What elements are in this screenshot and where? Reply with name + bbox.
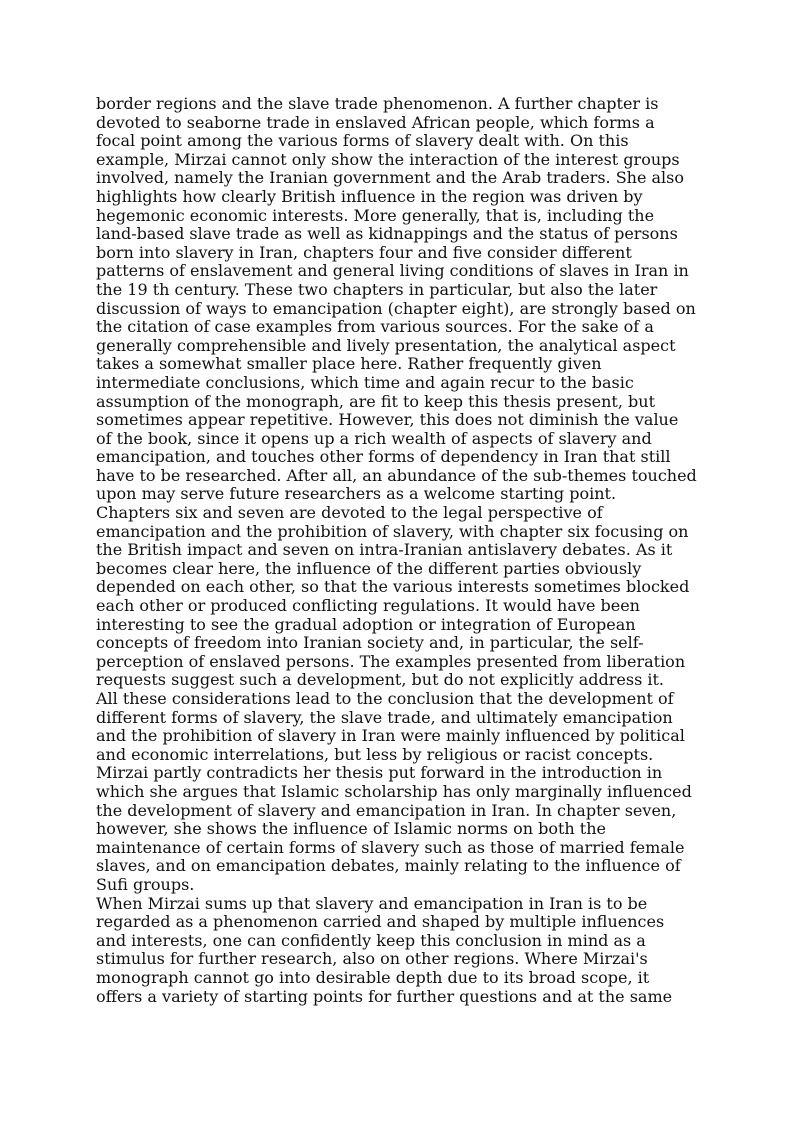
text-line: All these considerations lead to the conclusion that the development of: [96, 689, 674, 708]
text-line: sometimes appear repetitive. However, this does not diminish the value: [96, 410, 679, 430]
text-line: slaves, and on emancipation debates, mainly relating to the influence of: [96, 856, 681, 876]
text-line: however, she shows the influence of Islamic norms on both the: [96, 819, 606, 839]
text-line: requests suggest such a development, but do not explicitly address it.: [96, 670, 664, 690]
text-line: involved, namely the Iranian government and the Arab traders. She also: [96, 168, 685, 188]
text-line: the citation of case examples from various sources. For the sake of a: [96, 317, 654, 337]
text-line: emancipation and the prohibition of slavery, with chapter six focusing on: [96, 521, 689, 541]
text-line: of the book, since it opens up a rich wealth of aspects of slavery and: [96, 428, 652, 448]
text-line: Mirzai partly contradicts her thesis put forward in the introduction in: [96, 763, 663, 783]
text-line: perception of enslaved persons. The examples presented from liberation: [96, 651, 686, 671]
text-line: patterns of enslavement and general living conditions of slaves in Iran in: [96, 261, 689, 281]
text-line: and economic interrelations, but less by religious or racist concepts.: [96, 744, 654, 764]
text-line: intermediate conclusions, which time and again recur to the basic: [96, 372, 634, 392]
text-line: land-based slave trade as well as kidnappings and the status of persons: [96, 224, 678, 244]
text-line: example, Mirzai cannot only show the interaction of the interest groups: [96, 149, 680, 169]
text-line: offers a variety of starting points for further questions and at the same: [96, 986, 673, 1006]
text-line: and interests, one can confidently keep this conclusion in mind as a: [96, 930, 646, 950]
text-line: the British impact and seven on intra-Iranian antislavery debates. As it: [96, 540, 673, 560]
text-line: generally comprehensible and lively presentation, the analytical aspect: [96, 335, 676, 355]
text-line: upon may serve future researchers as a welcome starting point.: [96, 484, 617, 504]
text-line: and the prohibition of slavery in Iran were mainly influenced by political: [96, 726, 685, 746]
text-line: stimulus for further research, also on other regions. Where Mirzai's: [96, 949, 648, 969]
text-line: When Mirzai sums up that slavery and emancipation in Iran is to be: [96, 893, 648, 913]
text-line: interesting to see the gradual adoption or integration of European: [96, 614, 636, 634]
text-line: born into slavery in Iran, chapters four and five consider different: [96, 242, 632, 262]
text-line: regarded as a phenomenon carried and shaped by multiple influences: [96, 912, 665, 932]
text-line: focal point among the various forms of slavery dealt with. On this: [96, 131, 629, 151]
text-line: hegemonic economic interests. More generally, that is, including the: [96, 205, 655, 225]
text-line: Chapters six and seven are devoted to the legal perspective of: [96, 503, 603, 523]
text-line: takes a somewhat smaller place here. Rather frequently given: [96, 354, 602, 374]
text-line: the development of slavery and emancipation in Iran. In chapter seven,: [96, 800, 677, 820]
text-line: Sufi groups.: [96, 874, 195, 894]
text-line: each other or produced conflicting regulations. It would have been: [96, 596, 640, 616]
text-line: concepts of freedom into Iranian society and, in particular, the self-: [96, 633, 644, 653]
document-page: [96, 95, 716, 1006]
text-line: maintenance of certain forms of slavery such as those of married female: [96, 837, 685, 857]
text-line: highlights how clearly British influence in the region was driven by: [96, 186, 643, 206]
text-line: different forms of slavery, the slave trade, and ultimately emancipation: [96, 707, 673, 727]
text-line: have to be researched. After all, an abundance of the sub-themes touched: [96, 465, 697, 485]
text-line: becomes clear here, the influence of the different parties obviously: [96, 558, 642, 578]
text-line: which she argues that Islamic scholarship has only marginally influenced: [96, 781, 692, 801]
text-line: monograph cannot go into desirable depth due to its broad scope, it: [96, 967, 650, 987]
text-line: assumption of the monograph, are fit to keep this thesis present, but: [96, 391, 656, 411]
text-line: the 19 th century. These two chapters in particular, but also the later: [96, 279, 658, 299]
text-line: devoted to seaborne trade in enslaved African people, which forms a: [96, 112, 655, 132]
text-line: emancipation, and touches other forms of dependency in Iran that still: [96, 447, 671, 467]
text-line: border regions and the slave trade phenomenon. A further chapter is: [96, 94, 659, 113]
text-line: depended on each other, so that the various interests sometimes blocked: [96, 577, 690, 597]
text-line: discussion of ways to emancipation (chapter eight), are strongly based on: [96, 298, 696, 318]
